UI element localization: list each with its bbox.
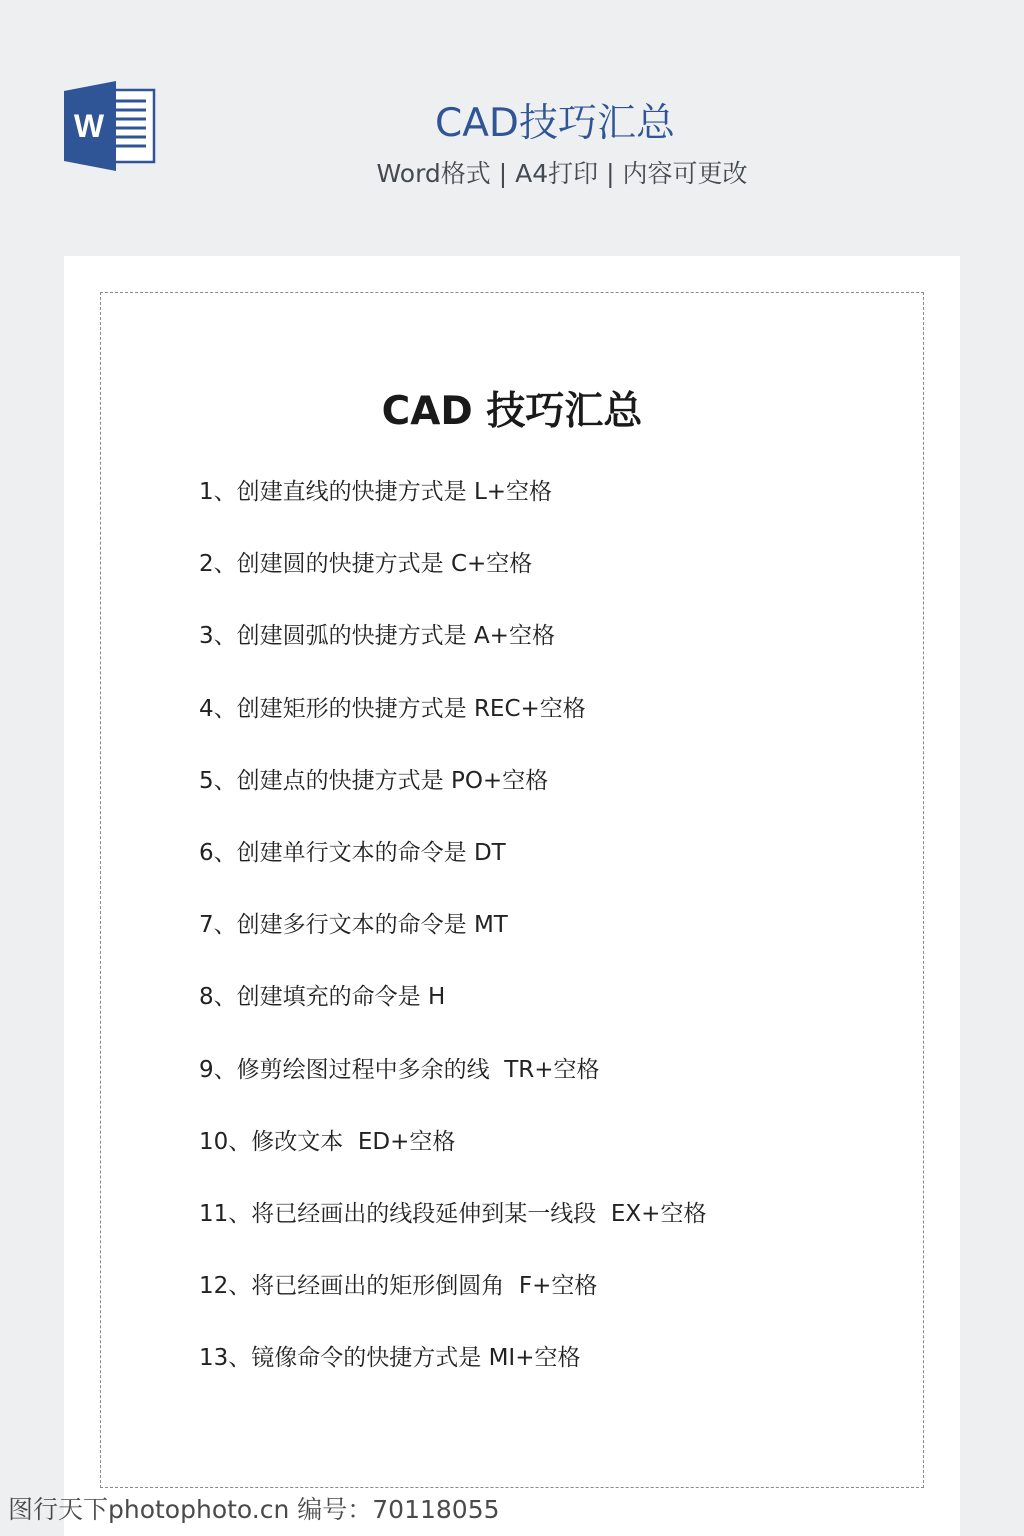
list-item: 2、创建圆的快捷方式是 C+空格 bbox=[199, 551, 533, 578]
list-item: 1、创建直线的快捷方式是 L+空格 bbox=[199, 479, 553, 505]
document-title: CAD 技巧汇总 bbox=[381, 389, 643, 434]
list-item: 12、将已经画出的矩形倒圆角 F+空格 bbox=[199, 1273, 598, 1300]
list-item: 5、创建点的快捷方式是 PO+空格 bbox=[199, 767, 549, 794]
tips-list bbox=[199, 474, 706, 1412]
list-item: 8、创建填充的命令是 H bbox=[199, 984, 446, 1011]
list-item: 9、修剪绘图过程中多余的线 TR+空格 bbox=[199, 1056, 600, 1083]
list-item: 6、创建单行文本的命令是 DT bbox=[199, 839, 506, 866]
page-header-title: CAD技巧汇总 bbox=[435, 101, 675, 146]
page-header-subtitle: Word格式 | A4打印 | 内容可更改 bbox=[376, 159, 748, 188]
word-icon-letter: W bbox=[73, 108, 105, 144]
watermark-text: 图行天下photophoto.cn 编号：70118055 bbox=[8, 1495, 500, 1524]
list-item: 13、镜像命令的快捷方式是 MI+空格 bbox=[199, 1345, 581, 1372]
list-item: 11、将已经画出的线段延伸到某一线段 EX+空格 bbox=[199, 1200, 707, 1227]
list-item: 7、创建多行文本的命令是 MT bbox=[199, 912, 508, 939]
list-item: 4、创建矩形的快捷方式是 REC+空格 bbox=[199, 695, 586, 722]
list-item: 10、修改文本 ED+空格 bbox=[199, 1128, 456, 1155]
document-page bbox=[64, 256, 960, 1536]
list-item: 3、创建圆弧的快捷方式是 A+空格 bbox=[199, 623, 555, 650]
